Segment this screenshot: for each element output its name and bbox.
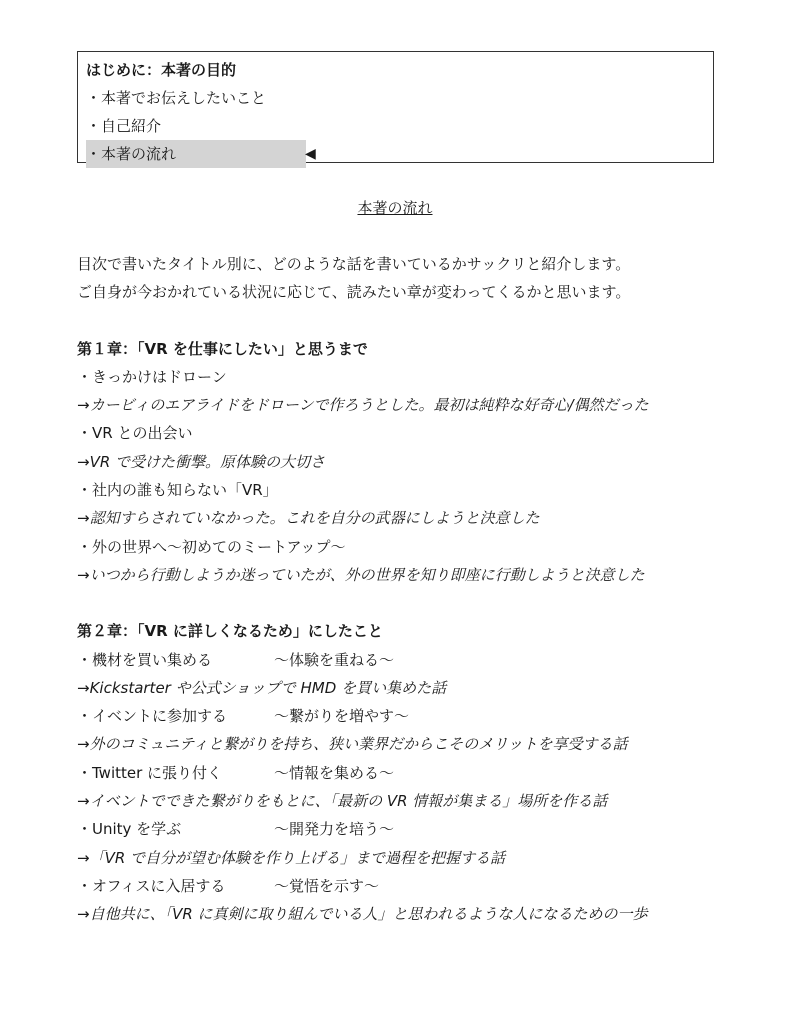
chapter1-desc: →VR で受けた衝撃。原体験の大切さ: [77, 452, 326, 471]
chapter2-item-sub: ～繋がりを増やす～: [274, 707, 410, 726]
chapter1-item: ・社内の誰も知らない「VR」: [77, 481, 278, 500]
chapter2-item: [77, 872, 727, 900]
section-title: 本著の流れ: [357, 199, 433, 217]
intro-line: ご自身が今おかれている状況に応じて、読みたい章が変わってくるかと思います。: [77, 283, 631, 302]
chapter2-desc: →外のコミュニティと繋がりを持ち、狭い業界だからこそのメリットを享受する話: [77, 735, 628, 754]
chapter2-item-sub: ～体験を重ねる～: [274, 650, 395, 669]
toc-item-flow-label: ・本著の流れ: [86, 145, 177, 163]
chapter2-item-head: ・Twitter に張り付く: [77, 763, 223, 782]
toc-item-flow-current[interactable]: [86, 140, 316, 168]
chapter2-item: [77, 702, 727, 730]
toc-item-profile[interactable]: ・自己紹介: [86, 117, 162, 135]
chapter2-item-sub: ～情報を集める～: [274, 763, 395, 782]
chapter2-title: 第２章：「VR に詳しくなるため」にしたこと: [77, 622, 383, 641]
chapter2-item: [77, 759, 727, 787]
toc-item-purpose[interactable]: ・本著でお伝えしたいこと: [86, 89, 267, 107]
chapter1-item: ・外の世界へ～初めてのミートアップ～: [77, 537, 346, 556]
chapter2-item-head: ・オフィスに入居する: [77, 876, 226, 895]
chapter2-item-head: ・Unity を学ぶ: [77, 820, 182, 839]
chapter1-title: 第１章：「VR を仕事にしたい」と思うまで: [77, 339, 368, 358]
chapter2-desc: →自他共に、「VR に真剣に取り組んでいる人」と思われるような人になるための一歩: [77, 905, 648, 924]
chapter2-desc: →Kickstarter や公式ショップで HMD を買い集めた話: [77, 678, 447, 697]
intro-line: 目次で書いたタイトル別に、どのような話を書いているかサックリと紹介します。: [77, 255, 631, 273]
current-marker-icon: ◀: [305, 146, 316, 162]
chapter1-desc: →認知すらされていなかった。これを自分の武器にしようと決意した: [77, 509, 540, 528]
chapter2-item-head: ・機材を買い集める: [77, 650, 213, 669]
chapter2-item-sub: ～覚悟を示す～: [274, 876, 380, 895]
chapter2-item-head: ・イベントに参加する: [77, 707, 228, 726]
chapter2-item: [77, 646, 727, 674]
chapter2-desc: →「VR で自分が望む体験を作り上げる」まで過程を把握する話: [77, 848, 506, 867]
body-content: [77, 250, 727, 929]
chapter1-desc: →いつから行動しようか迷っていたが、外の世界を知り即座に行動しようと決意した: [77, 565, 645, 584]
chapter1-item: ・きっかけはドローン: [77, 367, 227, 386]
chapter1-item: ・VR との出会い: [77, 424, 193, 443]
chapter2-item-sub: ～開発力を培う～: [274, 820, 395, 839]
chapter2-desc: →イベントでできた繋がりをもとに、「最新の VR 情報が集まる」場所を作る話: [77, 792, 608, 811]
toc-title: はじめに：本著の目的: [86, 61, 237, 79]
toc-box: [77, 51, 714, 163]
chapter1-desc: →カービィのエアライドをドローンで作ろうとした。最初は純粋な好奇心/偶然だった: [77, 396, 649, 415]
chapter2-item: [77, 815, 727, 843]
